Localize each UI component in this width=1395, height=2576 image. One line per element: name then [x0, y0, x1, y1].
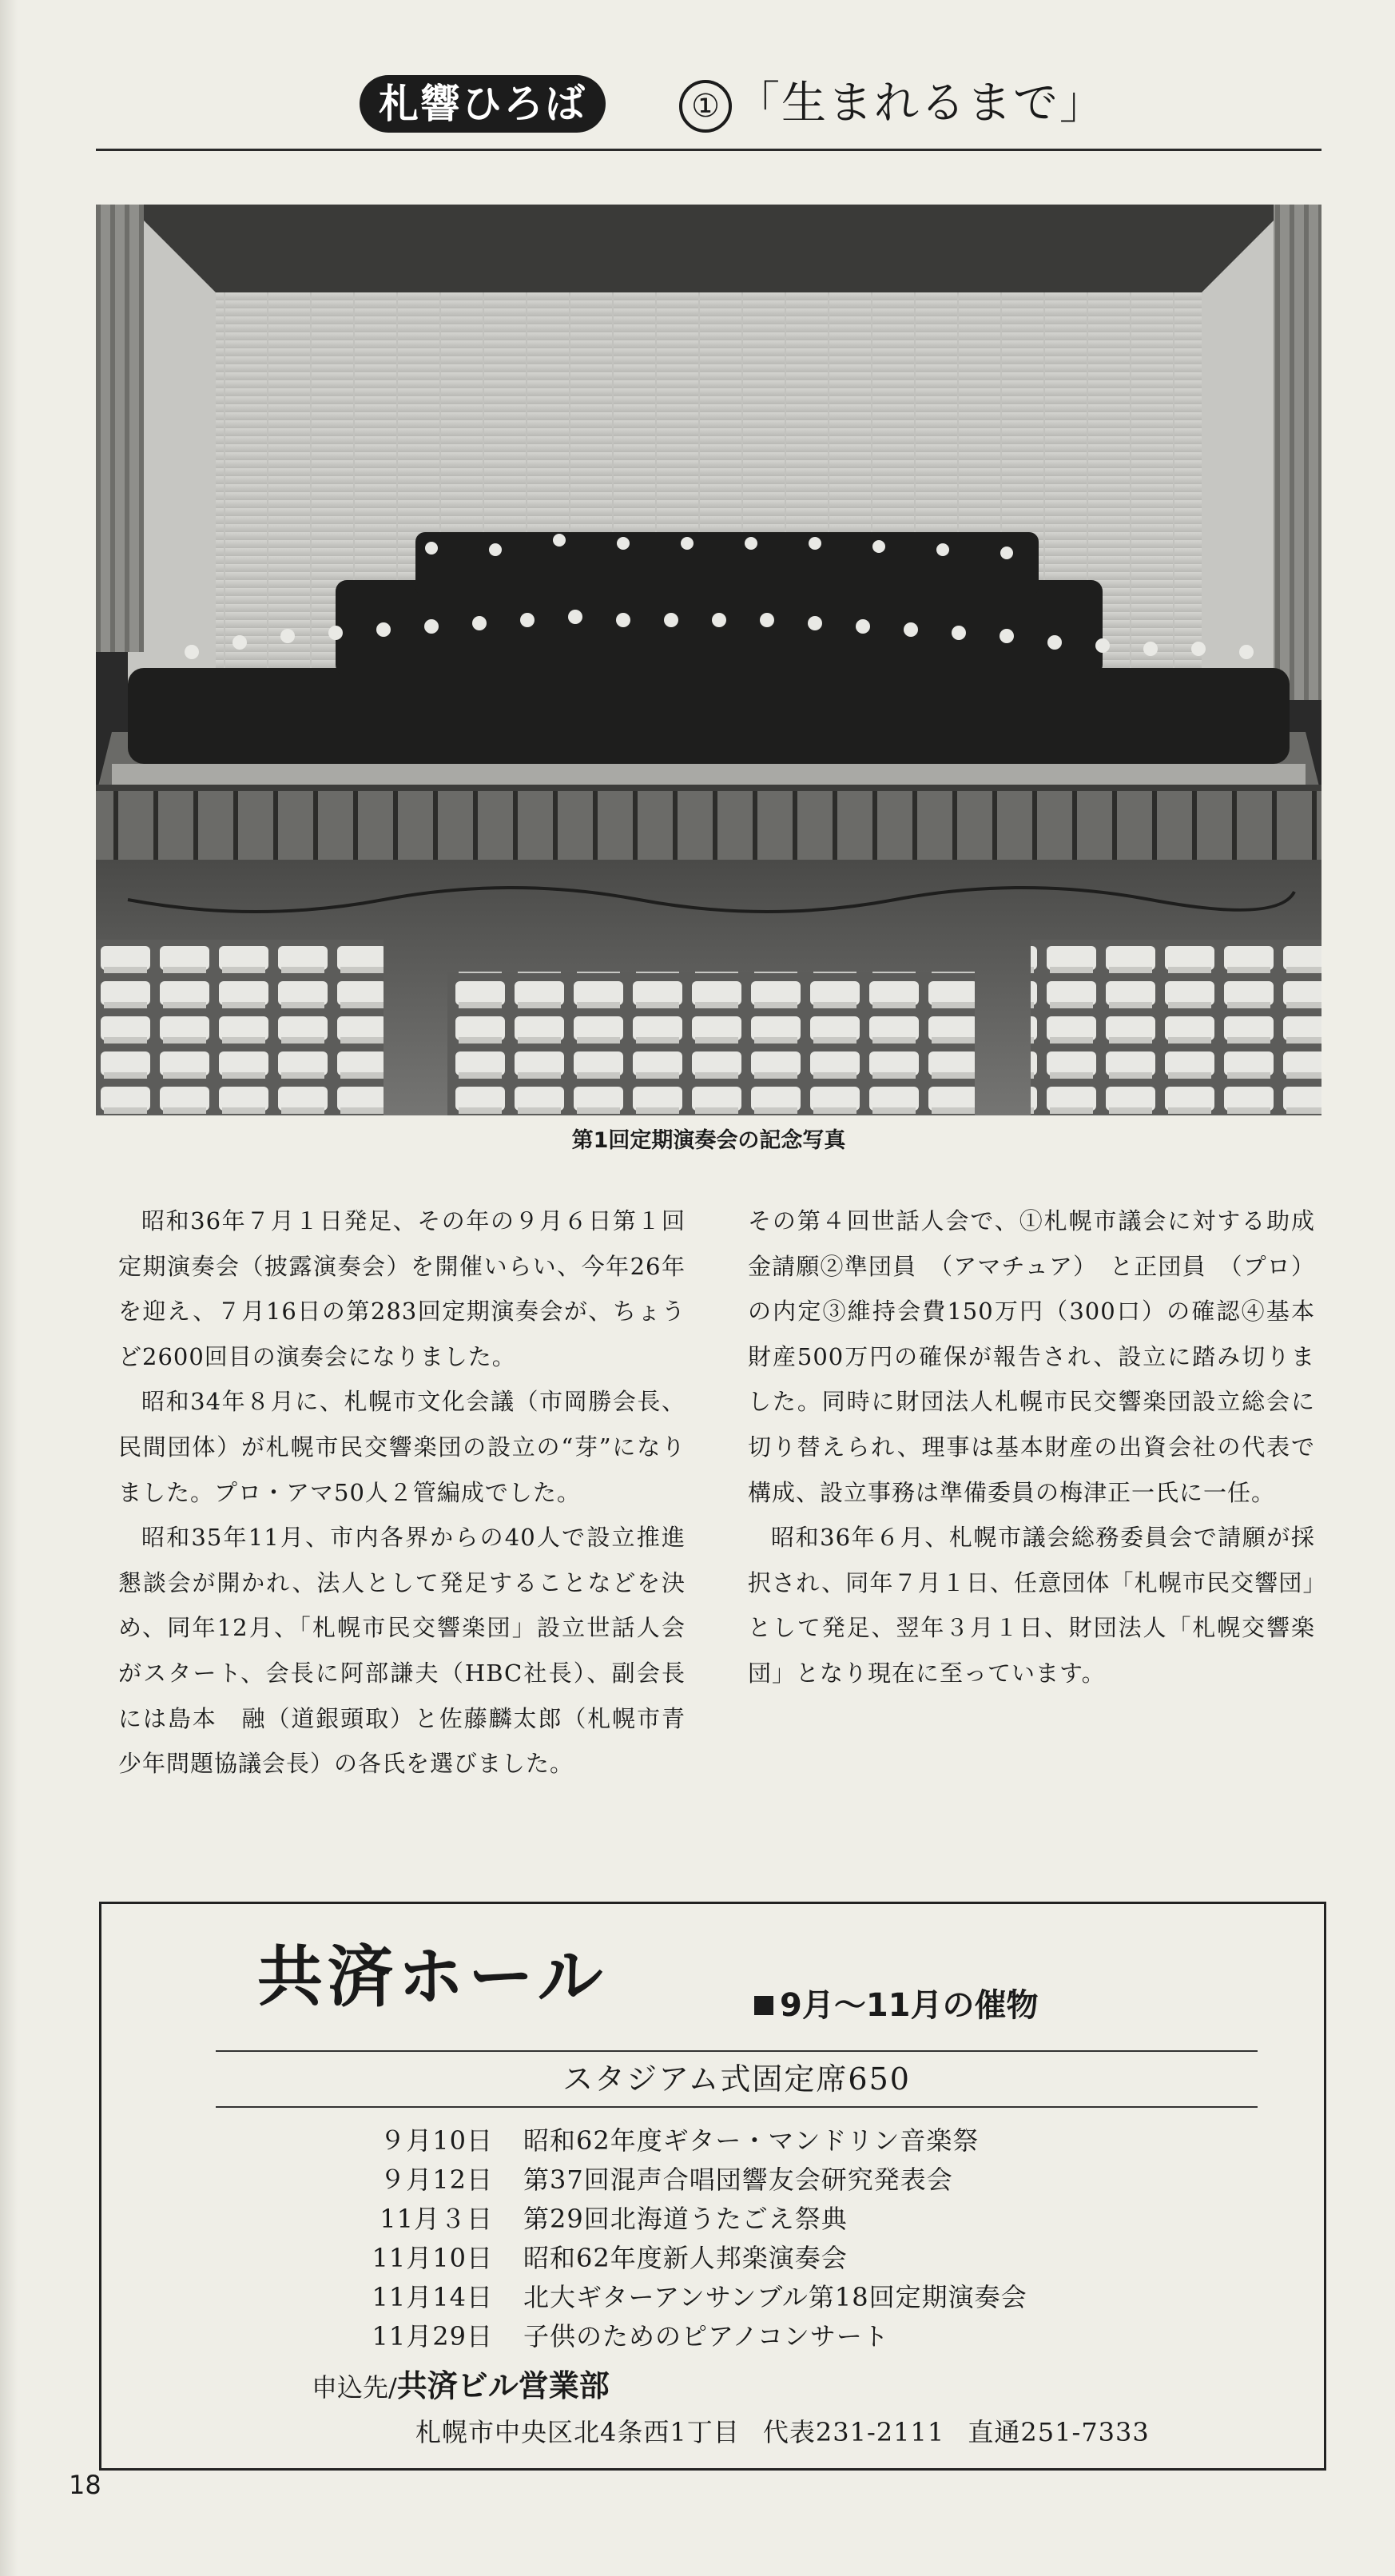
event-name: 第29回北海道うたごえ祭典 [523, 2203, 848, 2234]
event-name: 北大ギターアンサンブル第18回定期演奏会 [523, 2281, 1027, 2312]
box-rule-top [216, 2050, 1258, 2052]
box-rule-bottom [216, 2106, 1258, 2108]
article-paragraph: 昭和34年８月に、札幌市文化会議（市岡勝会長、民間団体）が札幌市民交響楽団の設立の“芽”になりました。プロ・アマ50人２管編成でした。 [118, 1388, 686, 1506]
square-bullet-icon [754, 1996, 773, 2015]
event-item [364, 2197, 1027, 2236]
article-title: 「生まれるまで」 [735, 78, 1106, 129]
header-rule [96, 149, 1321, 151]
contact-address [415, 2410, 1164, 2455]
event-name: 昭和62年度ギター・マンドリン音楽祭 [523, 2125, 980, 2156]
series-label: 札響ひろば [360, 75, 606, 133]
orchestra-photo [96, 205, 1321, 1115]
article-paragraph: 昭和36年６月、札幌市議会総務委員会で請願が採択され、同年７月１日、任意団体「札幌市民交響団」として発足、翌年３月１日、財団法人「札幌交響楽団」となり現在に至っています。 [748, 1524, 1315, 1687]
event-name: 子供のためのピアノコンサート [523, 2320, 889, 2351]
phone-main: 代表231-2111 [762, 2417, 945, 2447]
hall-subtitle: 9月～11月の催物 [780, 1987, 1039, 2024]
page-number: 18 [69, 2470, 101, 2500]
photo-caption: 第1回定期演奏会の記念写真 [571, 1128, 846, 1153]
event-item [364, 2276, 1027, 2315]
event-date: 11月３日 [380, 2203, 493, 2234]
contact-name: 共済ビル営業部 [396, 2368, 610, 2403]
contact-line [312, 2363, 610, 2410]
event-item [364, 2236, 1027, 2276]
event-name: 昭和62年度新人邦楽演奏会 [523, 2242, 848, 2273]
events-list [364, 2119, 1027, 2354]
article-paragraph: その第４回世話人会で、①札幌市議会に対する助成金請願②準団員 （アマチュア） と正団員 （プロ）の内定③維持会費150万円（300口）の確認④基本財産500万円の確保が報告され、設立に踏み切りました。同時に財団法人札幌市民交響楽団設立総会に切り替えられ、理事は基本財産の出資会社の代表で構成、設立事務は準備委員の梅津正一氏に一任。 [748, 1207, 1315, 1506]
event-date: ９月10日 [380, 2125, 493, 2156]
event-item [364, 2158, 1027, 2197]
article-paragraph: 昭和36年７月１日発足、その年の９月６日第１回定期演奏会（披露演奏会）を開催いらい、今年26年を迎え、７月16日の第283回定期演奏会が、ちょうど2600回目の演奏会になりました。 [118, 1207, 686, 1370]
article-paragraph: 昭和35年11月、市内各界からの40人で設立推進懇談会が開かれ、法人として発足することなどを決め、同年12月、「札幌市民交響楽団」設立世話人会がスタート、会長に阿部謙夫（HBC社長）、副会長には島本 融（道銀頭取）と佐藤麟太郎（札幌市青少年問題協議会長）の各氏を選びました。 [118, 1524, 686, 1778]
event-date: 11月10日 [372, 2242, 493, 2273]
article-header [96, 69, 1321, 141]
phone-direct: 直通251-7333 [968, 2417, 1150, 2447]
series-number: ① [679, 80, 732, 133]
hall-seating: スタジアム式固定席650 [562, 2061, 911, 2097]
event-name: 第37回混声合唱団響友会研究発表会 [523, 2164, 953, 2195]
event-item [364, 2315, 1027, 2354]
article-column-right [748, 1199, 1315, 1696]
event-date: ９月12日 [380, 2164, 493, 2195]
hall-title: 共済ホール [257, 1938, 608, 2015]
event-date: 11月29日 [372, 2320, 493, 2351]
article-column-left [118, 1199, 686, 1787]
event-date: 11月14日 [372, 2281, 493, 2312]
orchestra-photo-illustration [96, 205, 1321, 1115]
address-text: 札幌市中央区北4条西1丁目 [415, 2417, 740, 2447]
event-item [364, 2119, 1027, 2158]
contact-label: 申込先/ [312, 2372, 397, 2403]
page-edge-shadow [0, 0, 18, 2576]
